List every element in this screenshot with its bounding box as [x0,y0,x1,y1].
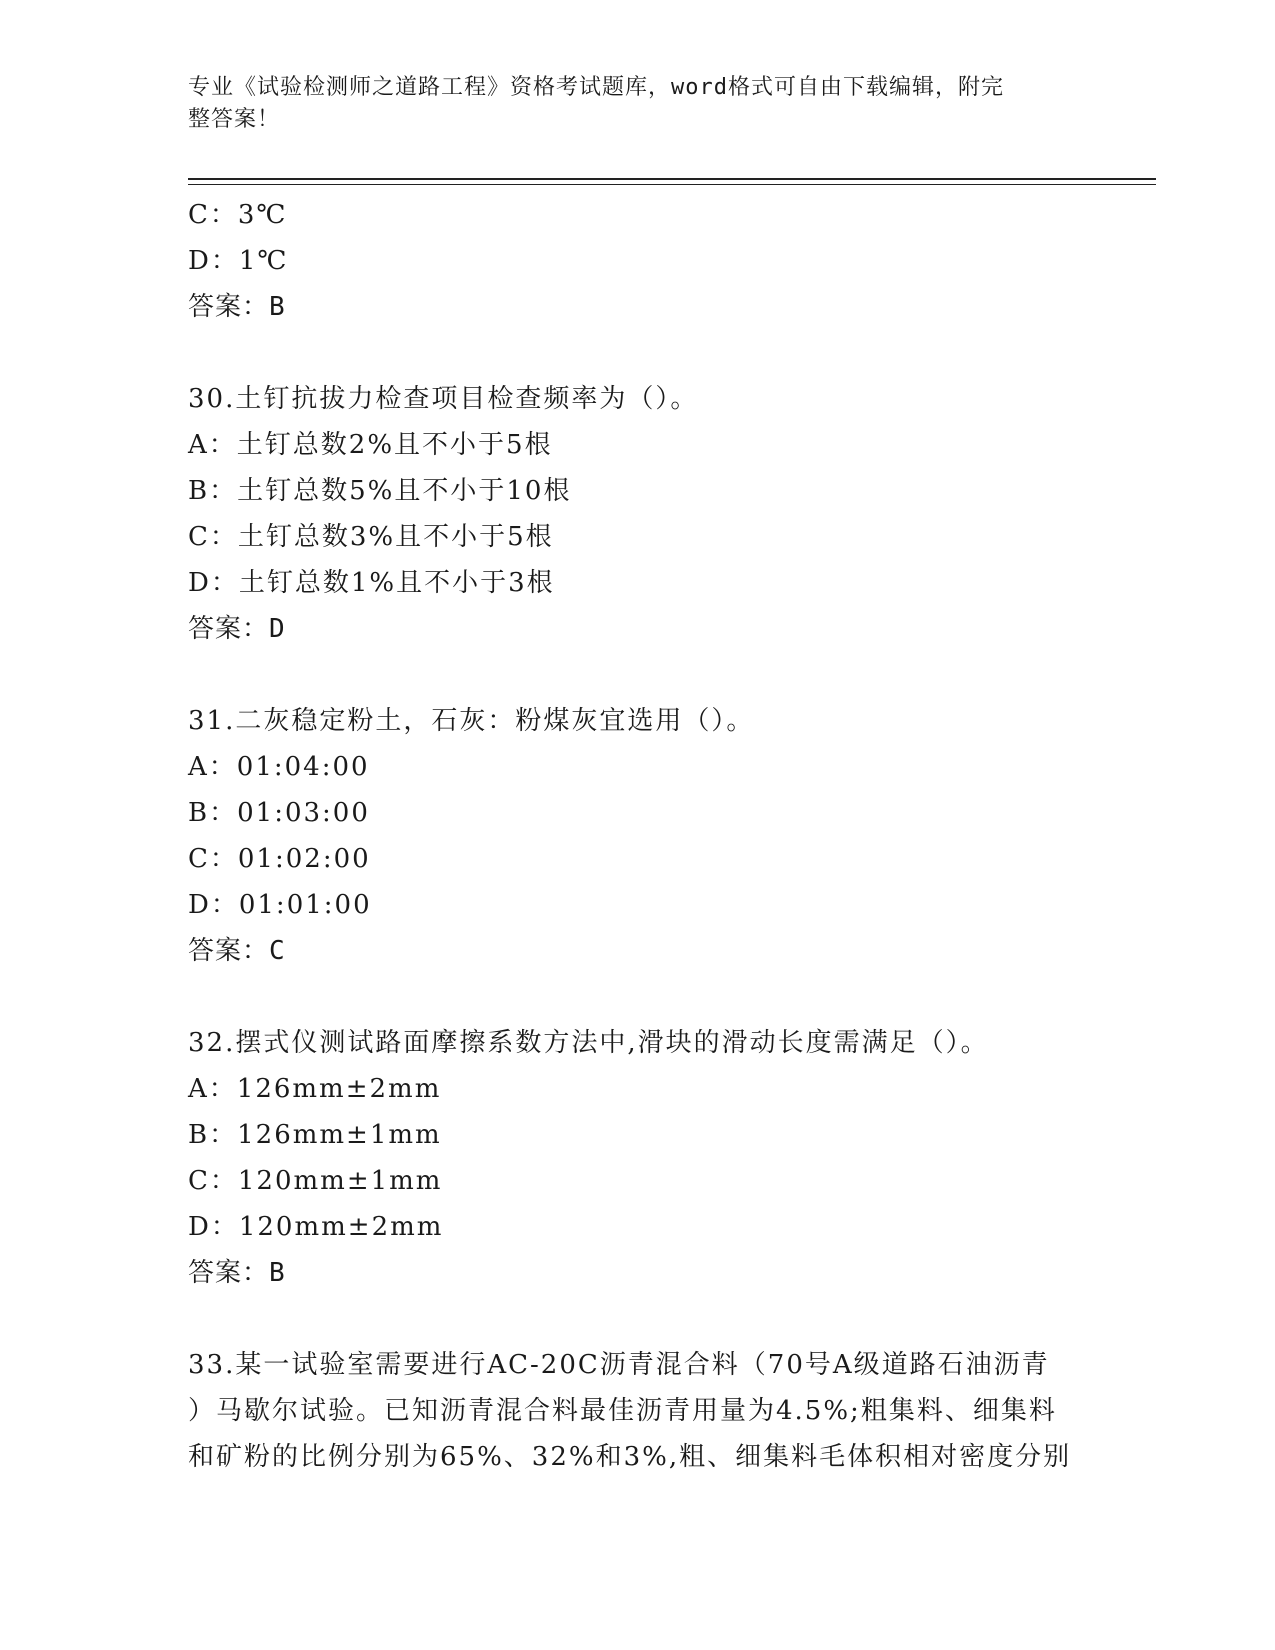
answer-value: D [269,614,286,644]
option-d: D：1℃ [188,246,289,276]
option-a: A：土钉总数2%且不小于5根 [188,430,553,460]
question-stem: 31.二灰稳定粉土，石灰：粉煤灰宜选用（）。 [188,706,755,736]
option-b: B：01:03:00 [188,798,370,828]
question-list [188,192,1088,1480]
header-line-2: 整答案！ [188,107,281,132]
question-stem-line-3: 和矿粉的比例分别为65%、32%和3%,粗、细集料毛体积相对密度分别 [188,1442,1072,1472]
option-c: C：3℃ [188,200,288,230]
question-31 [188,698,1088,974]
answer-value: B [269,292,286,322]
question-stem-line-1: 33.某一试验室需要进行AC-20C沥青混合料（70号A级道路石油沥青 [188,1350,1050,1380]
option-d: D：01:01:00 [188,890,372,920]
option-d: D：土钉总数1%且不小于3根 [188,568,555,598]
header-rule-thin [188,184,1156,185]
question-stem-line-2: ）马歇尔试验。已知沥青混合料最佳沥青用量为4.5%;粗集料、细集料 [188,1396,1057,1426]
answer-label: 答案： [188,292,270,322]
option-b: B：126mm±1mm [188,1120,442,1150]
option-d: D：120mm±2mm [188,1212,444,1242]
document-header [188,72,1068,136]
option-c: C：01:02:00 [188,844,371,874]
answer-value: C [269,936,286,966]
option-a: A：01:04:00 [188,752,370,782]
answer-line [188,1250,1088,1296]
question-33 [188,1342,1088,1480]
answer-label: 答案： [188,614,270,644]
answer-label: 答案： [188,936,270,966]
header-line-1: 专业《试验检测师之道路工程》资格考试题库，word格式可自由下载编辑，附完 [188,75,1004,100]
answer-line [188,284,1088,330]
answer-line [188,928,1088,974]
option-a: A：126mm±2mm [188,1074,442,1104]
answer-label: 答案： [188,1258,270,1288]
prev-question [188,192,1088,330]
question-30 [188,376,1088,652]
header-rule-thick [188,178,1156,180]
question-stem: 30.土钉抗拔力检查项目检查频率为（）。 [188,384,699,414]
option-c: C：120mm±1mm [188,1166,443,1196]
option-c: C：土钉总数3%且不小于5根 [188,522,554,552]
answer-line [188,606,1088,652]
option-b: B：土钉总数5%且不小于10根 [188,476,572,506]
answer-value: B [269,1258,286,1288]
question-stem: 32.摆式仪测试路面摩擦系数方法中,滑块的滑动长度需满足（）。 [188,1028,989,1058]
question-32 [188,1020,1088,1296]
